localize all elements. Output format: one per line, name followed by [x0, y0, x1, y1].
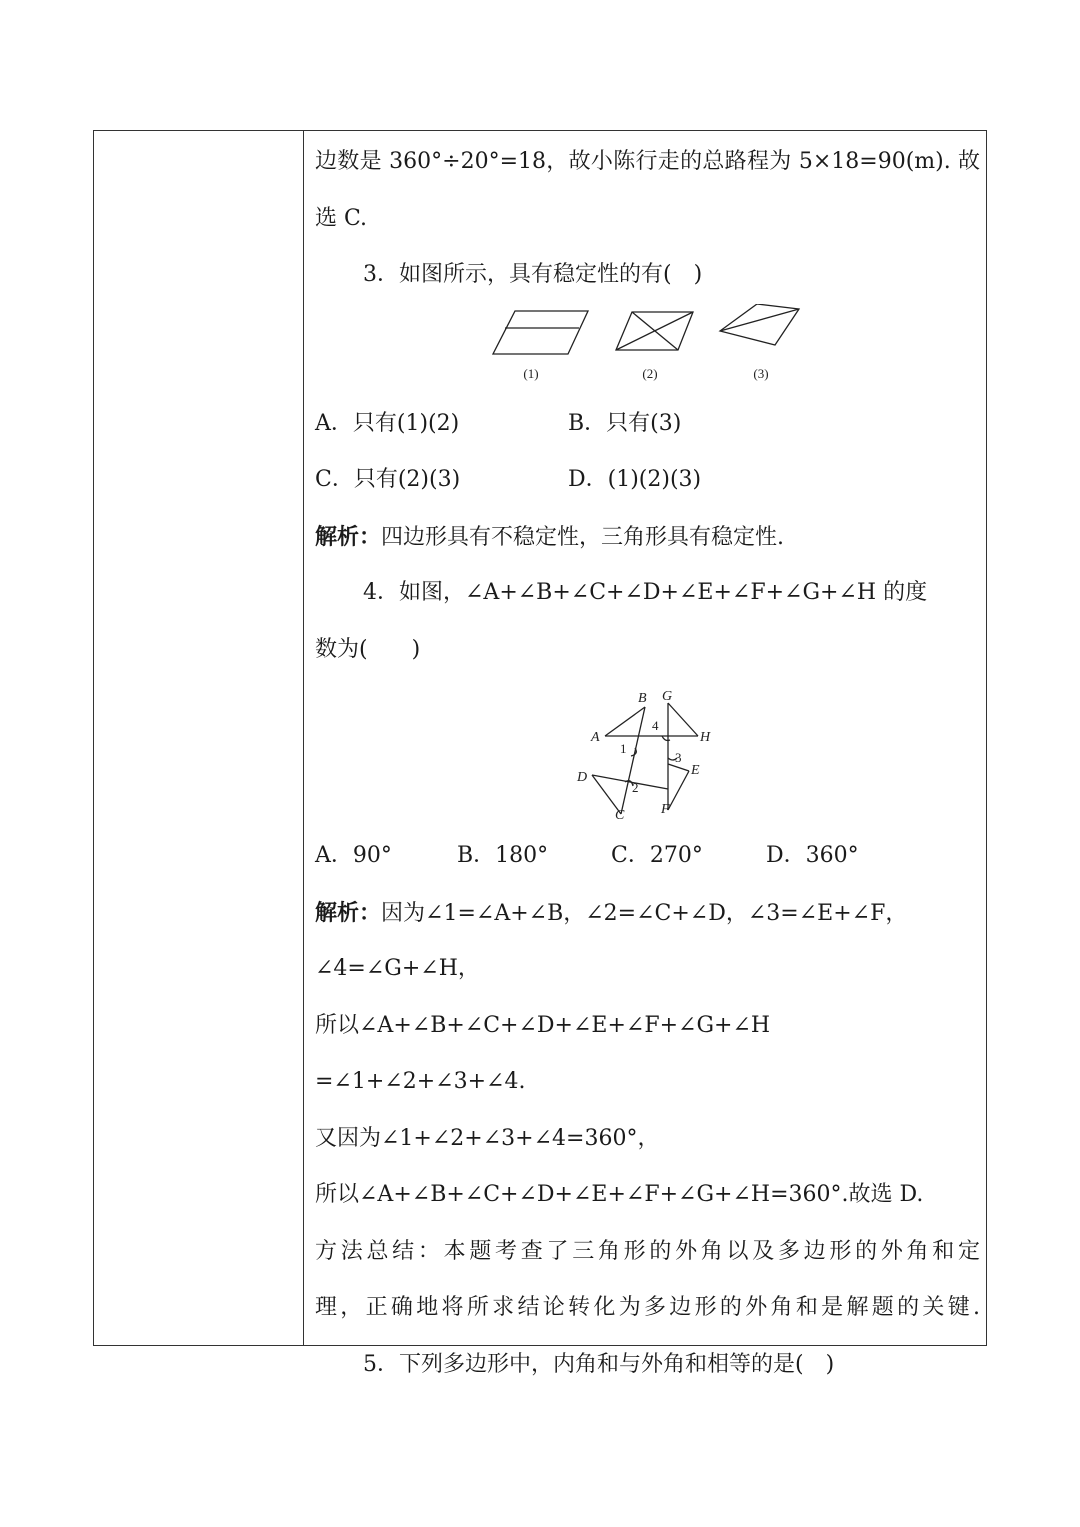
fig4-point-b: B — [638, 691, 647, 706]
answer-cell — [315, 134, 980, 1393]
q3-option-b: B．只有(3) — [568, 410, 682, 436]
fig3-2-diagonal — [616, 312, 693, 350]
q4-analysis-line5: 又因为∠1+∠2+∠3+∠4=360°， — [315, 1125, 660, 1151]
q3-options-row2 — [315, 452, 980, 509]
fig4-point-c: C — [615, 808, 625, 823]
fig4-point-h: H — [700, 730, 711, 745]
q4-options — [315, 828, 980, 885]
fig3-label-3: (3) — [753, 365, 769, 381]
q3-option-d: D．(1)(2)(3) — [568, 467, 702, 492]
q4-option-c: C．270° — [611, 843, 703, 868]
fig4-point-a: A — [591, 730, 600, 745]
fig4-arc-4 — [662, 736, 670, 741]
analysis-label: 解析： — [315, 899, 382, 926]
column-divider — [303, 130, 304, 1346]
q3-option-c: C．只有(2)(3) — [315, 467, 461, 492]
q3-analysis — [315, 509, 980, 566]
q4-method-line1: 方法总结：本题考查了三角形的外角以及多边形的外角和定 — [315, 1238, 980, 1264]
q4-analysis-line6: 所以∠A+∠B+∠C+∠D+∠E+∠F+∠G+∠H=360°.故选 D. — [315, 1182, 924, 1207]
fig3-label-1: (1) — [523, 365, 539, 381]
q5-stem: 5．下列多边形中，内角和与外角和相等的是( ) — [363, 1351, 835, 1377]
q2-tail-line1: 边数是 360°÷20°=18，故小陈行走的总路程为 5×18=90(m). 故 — [315, 149, 980, 174]
analysis-label: 解析： — [315, 523, 382, 550]
q4-stem-line1: 4．如图，∠A+∠B+∠C+∠D+∠E+∠F+∠G+∠H 的度 — [363, 580, 928, 605]
q4-analysis-line3: 所以∠A+∠B+∠C+∠D+∠E+∠F+∠G+∠H — [315, 1012, 771, 1038]
q3-figure-svg — [315, 304, 980, 396]
q4-method-line2: 理，正确地将所求结论转化为多边形的外角和是解题的关键. — [315, 1295, 980, 1320]
q3-option-a: A．只有(1)(2) — [315, 410, 460, 436]
q4-option-b: B．180° — [457, 843, 549, 868]
q4-stem-line2: 数为( ) — [315, 636, 421, 662]
q4-figure-svg — [315, 678, 980, 828]
fig3-label-2: (2) — [642, 365, 658, 381]
q4-analysis-line2: ∠4=∠G+∠H， — [315, 956, 480, 981]
fig4-line-de — [592, 775, 668, 789]
fig4-angle-2: 2 — [632, 780, 639, 795]
fig4-line-ef — [668, 771, 689, 810]
q4-figure — [315, 678, 980, 828]
fig3-1-parallelogram — [493, 311, 588, 354]
fig4-line-e — [668, 764, 689, 771]
fig4-angle-4: 4 — [652, 718, 659, 733]
fig4-point-d: D — [577, 770, 588, 785]
q3-options-row1 — [315, 396, 980, 453]
q4-option-a: A．90° — [315, 843, 392, 868]
q4-analysis-line4: =∠1+∠2+∠3+∠4. — [315, 1069, 526, 1094]
fig4-point-g: G — [662, 689, 673, 704]
fig4-line-bc — [621, 707, 645, 814]
fig4-line-gh — [668, 703, 698, 736]
q2-tail-line2: 选 C. — [315, 205, 368, 231]
q3-stem: 3．如图所示，具有稳定性的有( ) — [363, 262, 703, 287]
q4-analysis-text: 因为∠1=∠A+∠B，∠2=∠C+∠D，∠3=∠E+∠F， — [381, 900, 908, 926]
fig4-point-f: F — [661, 802, 670, 817]
fig4-angle-1: 1 — [620, 741, 627, 756]
fig4-point-e: E — [691, 763, 700, 778]
q3-figure — [315, 304, 980, 396]
q3-analysis-text: 四边形具有不稳定性，三角形具有稳定性. — [381, 524, 785, 550]
q4-analysis-line1 — [315, 885, 980, 942]
fig4-angle-3: 3 — [675, 750, 682, 765]
fig3-3-quadrilateral — [720, 304, 799, 345]
q4-option-d: D．360° — [766, 843, 859, 868]
